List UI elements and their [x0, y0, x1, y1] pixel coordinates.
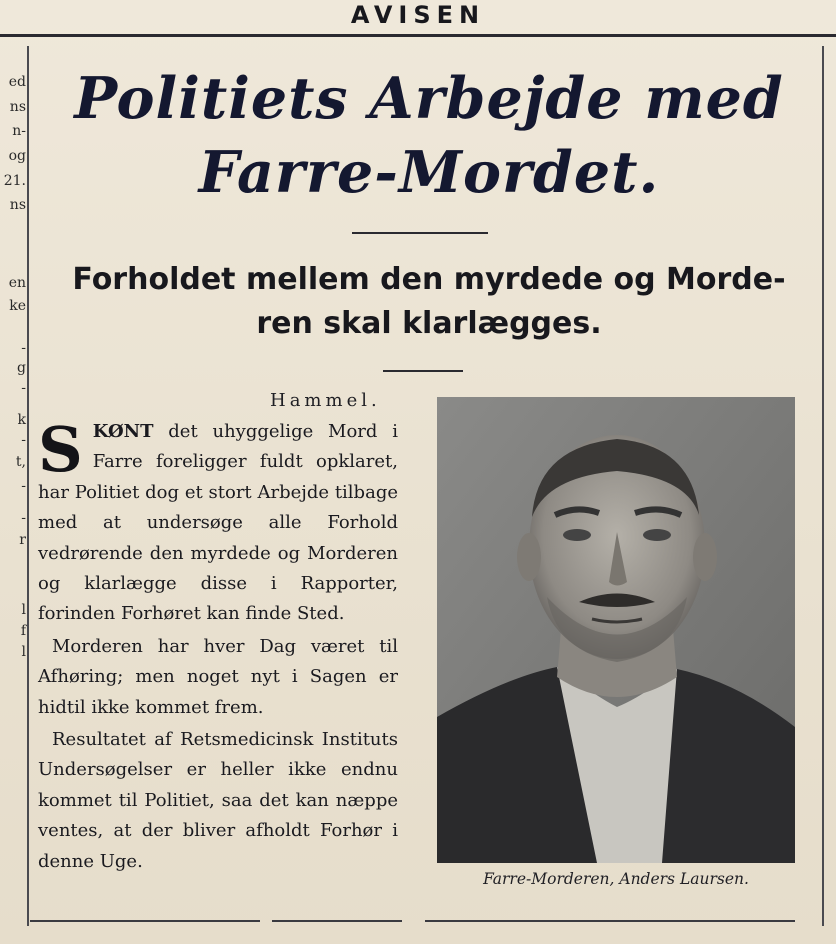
fragment-text: g	[17, 360, 26, 376]
portrait-photo	[437, 397, 795, 863]
fragment-text: ns	[9, 197, 26, 213]
paragraph-1-text: det uhyggelige Mord i Farre foreligger fuldt opklaret, har Politiet dog et stort Arbejde tilbage med at undersøge alle Forhold vedrørende den myrdede og Morderen og klarlægge disse i Rapporter, forinden Forhøret kan finde Sted.	[38, 421, 398, 625]
subhead-line-2: ren skal klarlægges.	[256, 306, 602, 341]
column-rule-left	[27, 46, 29, 926]
fragment-text: 21.	[3, 173, 26, 189]
fragment-text: ke	[9, 298, 26, 314]
dateline: Hammel.	[270, 390, 381, 411]
portrait-photo-illustration	[437, 397, 795, 863]
article-body	[38, 413, 398, 877]
fragment-text: l	[21, 602, 26, 618]
bottom-rule	[425, 920, 795, 922]
fragment-text: -	[21, 432, 26, 448]
headline-line-2: Farre-Mordet.	[198, 139, 660, 206]
headline-divider	[352, 232, 488, 234]
photo-caption: Farre-Morderen, Anders Laursen.	[483, 870, 749, 888]
fragment-text: -	[21, 380, 26, 396]
fragment-text: -	[21, 478, 26, 494]
fragment-text: k	[17, 412, 26, 428]
fragment-text: n-	[12, 123, 26, 139]
subhead-line-1: Forholdet mellem den myrdede og Morde-	[72, 262, 786, 297]
paragraph-2: Morderen har hver Dag været til Afhøring; men noget nyt i Sagen er hidtil ikke kommet frem.	[38, 635, 398, 718]
fragment-text: og	[8, 148, 26, 164]
fragment-text: ns	[9, 99, 26, 115]
masthead-title: AVISEN	[350, 1, 486, 29]
fragment-text: t,	[15, 454, 26, 470]
lead-in-word: KØNT	[92, 421, 154, 442]
article-headline	[36, 62, 822, 210]
drop-cap: S	[38, 413, 83, 486]
fragment-text: en	[8, 275, 26, 291]
fragment-text: l	[21, 644, 26, 660]
fragment-text: -	[21, 510, 26, 526]
fragment-text: r	[19, 532, 26, 548]
column-rule-right	[822, 46, 824, 926]
fragment-text: ed	[8, 74, 26, 90]
subhead-divider	[383, 370, 463, 372]
paragraph-3: Resultatet af Retsmedicinsk Instituts Undersøgelser er heller ikke endnu kommet til Politiet, saa det kan næppe ventes, at der bliver afholdt Forhør i denne Uge.	[38, 729, 398, 872]
headline-line-1: Politiets Arbejde med	[74, 65, 784, 132]
paragraph-1	[38, 413, 398, 630]
bottom-rule	[272, 920, 402, 922]
fragment-text: f	[20, 623, 26, 639]
bottom-rule	[30, 920, 260, 922]
masthead-rule	[0, 34, 836, 37]
article-subheadline	[36, 258, 822, 346]
fragment-text: -	[21, 340, 26, 356]
